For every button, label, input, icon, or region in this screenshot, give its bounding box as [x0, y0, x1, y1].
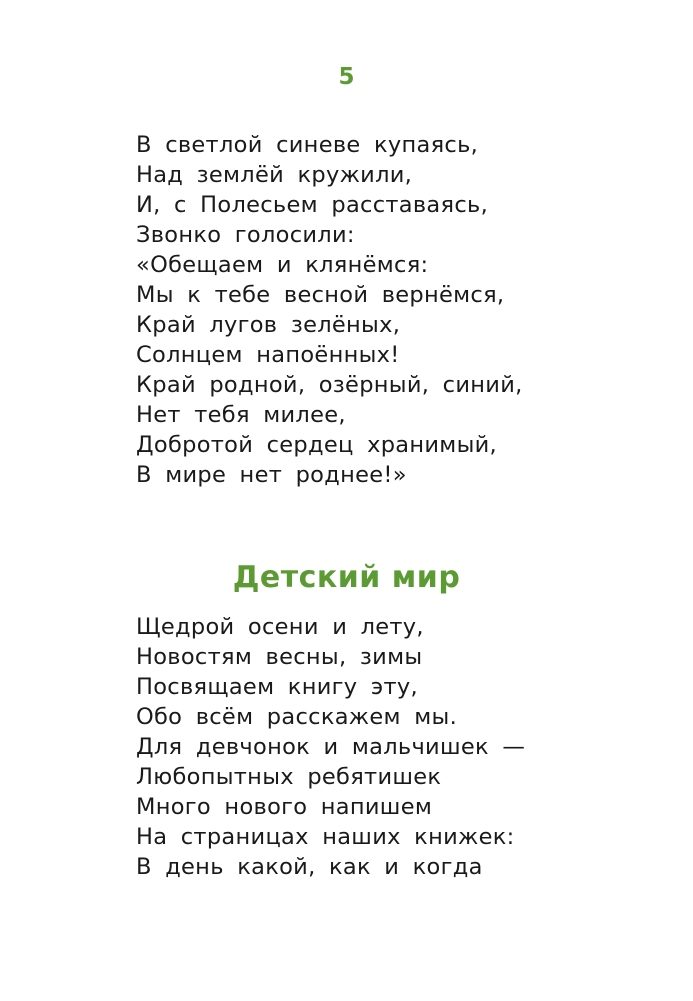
poem-line: «Обещаем и клянёмся:: [136, 252, 429, 278]
page-number: 5: [338, 64, 355, 90]
poem-line: Любопытных ребятишек: [136, 764, 442, 790]
poem-stanza: [136, 612, 525, 882]
poem-line: Щедрой осени и лету,: [136, 614, 424, 640]
poem-line: Край родной, озёрный, синий,: [136, 372, 523, 398]
poem-line: Обо всём расскажем мы.: [136, 704, 458, 730]
poem-continuation-stanza: [136, 130, 523, 490]
poem-line: В светлой синеве купаясь,: [136, 132, 479, 158]
poem-line: Добротой сердец хранимый,: [136, 432, 498, 458]
poem-line: Для девчонок и мальчишек —: [136, 734, 526, 760]
poem-line: Над землёй кружили,: [136, 162, 413, 188]
poem-line: Нет тебя милее,: [136, 402, 346, 428]
poem-line: Новостям весны, зимы: [136, 644, 423, 670]
poem-line: Звонко голосили:: [136, 222, 355, 248]
poem-line: Посвящаем книгу эту,: [136, 674, 418, 700]
poem-line: В мире нет роднее!»: [136, 462, 407, 488]
poem-line: Много нового напишем: [136, 794, 433, 820]
poem-line: И, с Полесьем расставаясь,: [136, 192, 489, 218]
poem-line: Мы к тебе весной вернёмся,: [136, 282, 505, 308]
poem-title: Детский мир: [232, 560, 461, 595]
poem-line: Край лугов зелёных,: [136, 312, 401, 338]
poem-line: Солнцем напоённых!: [136, 342, 400, 368]
poem-line: В день какой, как и когда: [136, 854, 483, 880]
poem-line: На страницах наших книжек:: [136, 824, 515, 850]
